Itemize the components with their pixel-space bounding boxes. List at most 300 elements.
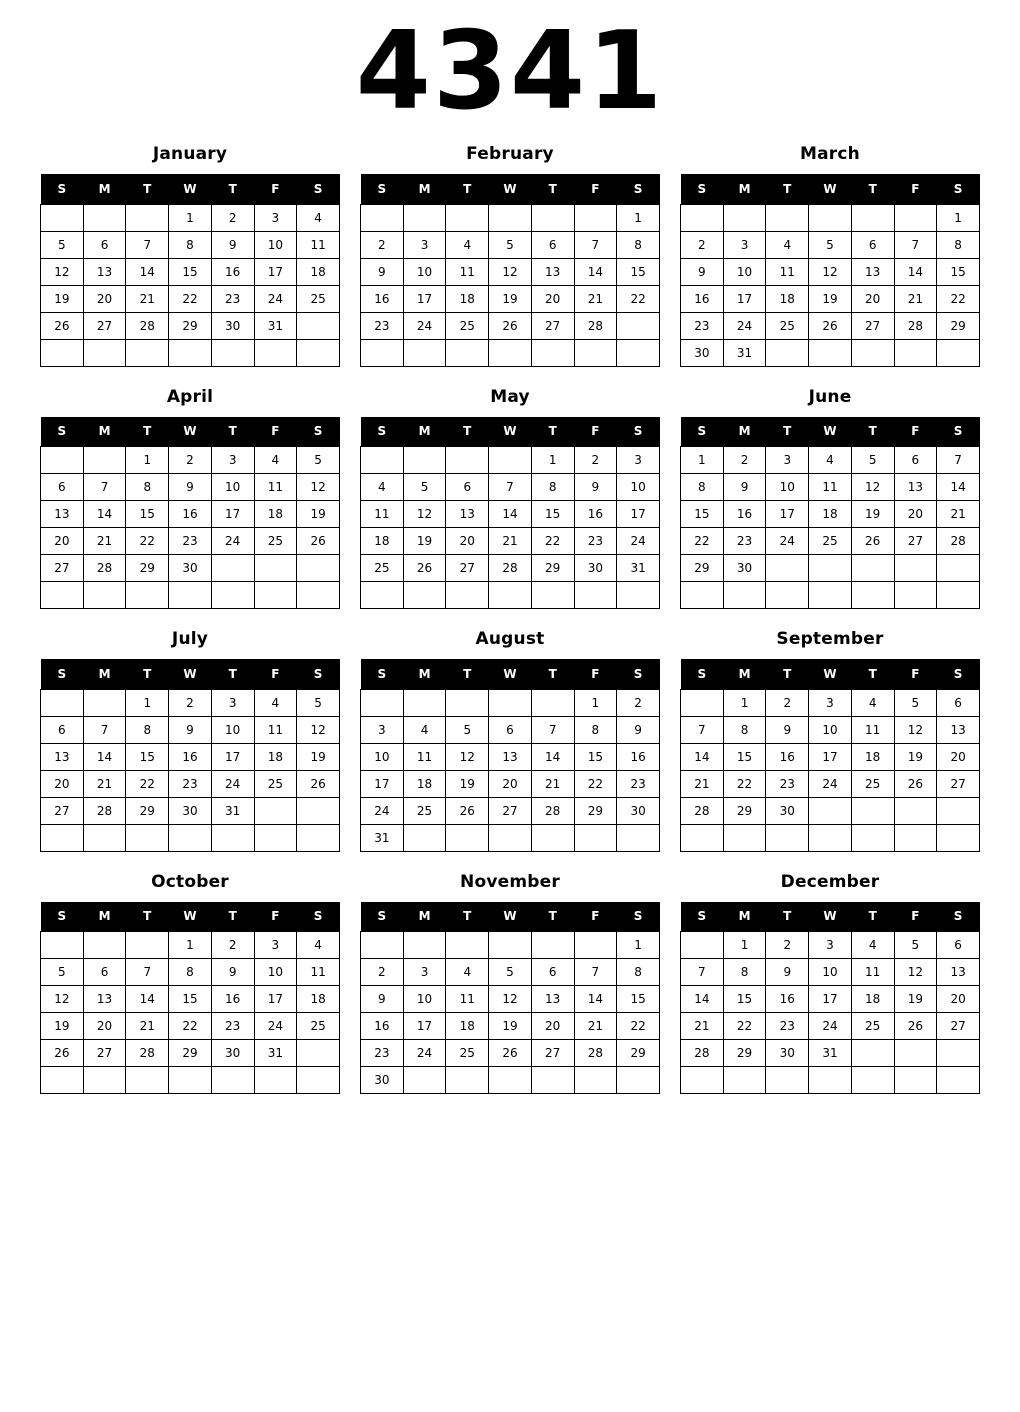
day-cell[interactable]: 25 [766,312,809,339]
day-cell[interactable]: 3 [809,689,852,716]
day-cell[interactable]: 21 [83,528,126,555]
day-cell[interactable]: 23 [211,1013,254,1040]
day-cell[interactable]: 4 [446,231,489,258]
day-cell[interactable]: 27 [41,797,84,824]
day-cell[interactable]: 9 [766,716,809,743]
day-cell[interactable]: 24 [809,770,852,797]
day-cell[interactable]: 6 [894,447,937,474]
day-cell[interactable]: 27 [489,797,532,824]
day-cell[interactable]: 11 [297,959,340,986]
day-cell[interactable]: 15 [531,501,574,528]
day-cell[interactable]: 3 [211,689,254,716]
day-cell[interactable]: 29 [681,555,724,582]
day-cell[interactable]: 15 [126,501,169,528]
day-cell[interactable]: 11 [254,716,297,743]
day-cell[interactable]: 16 [617,743,660,770]
day-cell[interactable]: 10 [403,986,446,1013]
day-cell[interactable]: 28 [574,1040,617,1067]
day-cell[interactable]: 6 [937,689,980,716]
day-cell[interactable]: 14 [681,986,724,1013]
day-cell[interactable]: 10 [254,231,297,258]
day-cell[interactable]: 28 [126,312,169,339]
day-cell[interactable]: 13 [83,986,126,1013]
day-cell[interactable]: 15 [617,258,660,285]
day-cell[interactable]: 8 [937,231,980,258]
day-cell[interactable]: 23 [723,528,766,555]
day-cell[interactable]: 28 [681,797,724,824]
day-cell[interactable]: 23 [681,312,724,339]
day-cell[interactable]: 18 [297,258,340,285]
day-cell[interactable]: 7 [83,474,126,501]
day-cell[interactable]: 14 [574,986,617,1013]
day-cell[interactable]: 31 [254,312,297,339]
day-cell[interactable]: 24 [723,312,766,339]
day-cell[interactable]: 14 [126,258,169,285]
day-cell[interactable]: 17 [809,743,852,770]
day-cell[interactable]: 8 [169,231,212,258]
day-cell[interactable]: 4 [809,447,852,474]
day-cell[interactable]: 3 [723,231,766,258]
day-cell[interactable]: 15 [169,258,212,285]
day-cell[interactable]: 16 [681,285,724,312]
day-cell[interactable]: 5 [41,959,84,986]
day-cell[interactable]: 17 [723,285,766,312]
day-cell[interactable]: 27 [937,1013,980,1040]
day-cell[interactable]: 14 [83,743,126,770]
day-cell[interactable]: 26 [894,1013,937,1040]
day-cell[interactable]: 21 [489,528,532,555]
day-cell[interactable]: 12 [851,474,894,501]
day-cell[interactable]: 14 [126,986,169,1013]
day-cell[interactable]: 17 [617,501,660,528]
day-cell[interactable]: 7 [83,716,126,743]
day-cell[interactable]: 30 [617,797,660,824]
day-cell[interactable]: 28 [894,312,937,339]
day-cell[interactable]: 23 [617,770,660,797]
day-cell[interactable]: 7 [681,716,724,743]
day-cell[interactable]: 25 [851,770,894,797]
day-cell[interactable]: 27 [83,312,126,339]
day-cell[interactable]: 12 [403,501,446,528]
day-cell[interactable]: 19 [894,986,937,1013]
day-cell[interactable]: 3 [617,447,660,474]
day-cell[interactable]: 9 [211,959,254,986]
day-cell[interactable]: 2 [617,689,660,716]
day-cell[interactable]: 20 [446,528,489,555]
day-cell[interactable]: 4 [766,231,809,258]
day-cell[interactable]: 9 [169,474,212,501]
day-cell[interactable]: 10 [766,474,809,501]
day-cell[interactable]: 18 [851,986,894,1013]
day-cell[interactable]: 5 [41,231,84,258]
day-cell[interactable]: 14 [489,501,532,528]
day-cell[interactable]: 4 [297,932,340,959]
day-cell[interactable]: 10 [361,743,404,770]
day-cell[interactable]: 16 [169,501,212,528]
day-cell[interactable]: 16 [723,501,766,528]
day-cell[interactable]: 30 [169,555,212,582]
day-cell[interactable]: 10 [809,959,852,986]
day-cell[interactable]: 25 [851,1013,894,1040]
day-cell[interactable]: 23 [361,1040,404,1067]
day-cell[interactable]: 7 [574,231,617,258]
day-cell[interactable]: 2 [681,231,724,258]
day-cell[interactable]: 21 [126,285,169,312]
day-cell[interactable]: 30 [169,797,212,824]
day-cell[interactable]: 11 [766,258,809,285]
day-cell[interactable]: 27 [894,528,937,555]
day-cell[interactable]: 5 [446,716,489,743]
day-cell[interactable]: 8 [617,231,660,258]
day-cell[interactable]: 8 [681,474,724,501]
day-cell[interactable]: 5 [489,959,532,986]
day-cell[interactable]: 21 [681,1013,724,1040]
day-cell[interactable]: 12 [894,716,937,743]
day-cell[interactable]: 12 [41,986,84,1013]
day-cell[interactable]: 24 [766,528,809,555]
day-cell[interactable]: 6 [937,932,980,959]
day-cell[interactable]: 5 [489,231,532,258]
day-cell[interactable]: 29 [723,797,766,824]
day-cell[interactable]: 11 [297,231,340,258]
day-cell[interactable]: 9 [723,474,766,501]
day-cell[interactable]: 27 [41,555,84,582]
day-cell[interactable]: 24 [403,312,446,339]
day-cell[interactable]: 12 [297,716,340,743]
day-cell[interactable]: 6 [83,231,126,258]
day-cell[interactable]: 26 [851,528,894,555]
day-cell[interactable]: 21 [574,285,617,312]
day-cell[interactable]: 10 [211,716,254,743]
day-cell[interactable]: 30 [211,1040,254,1067]
day-cell[interactable]: 15 [723,743,766,770]
day-cell[interactable]: 11 [446,986,489,1013]
day-cell[interactable]: 28 [83,797,126,824]
day-cell[interactable]: 13 [41,743,84,770]
day-cell[interactable]: 30 [766,797,809,824]
day-cell[interactable]: 21 [681,770,724,797]
day-cell[interactable]: 13 [937,959,980,986]
day-cell[interactable]: 13 [489,743,532,770]
day-cell[interactable]: 12 [41,258,84,285]
day-cell[interactable]: 30 [766,1040,809,1067]
day-cell[interactable]: 22 [531,528,574,555]
day-cell[interactable]: 26 [41,312,84,339]
day-cell[interactable]: 27 [446,555,489,582]
day-cell[interactable]: 3 [809,932,852,959]
day-cell[interactable]: 8 [723,716,766,743]
day-cell[interactable]: 2 [211,932,254,959]
day-cell[interactable]: 16 [211,986,254,1013]
day-cell[interactable]: 20 [41,528,84,555]
day-cell[interactable]: 21 [531,770,574,797]
day-cell[interactable]: 18 [403,770,446,797]
day-cell[interactable]: 24 [211,770,254,797]
day-cell[interactable]: 1 [169,204,212,231]
day-cell[interactable]: 29 [617,1040,660,1067]
day-cell[interactable]: 13 [446,501,489,528]
day-cell[interactable]: 23 [169,528,212,555]
day-cell[interactable]: 26 [809,312,852,339]
day-cell[interactable]: 24 [254,285,297,312]
day-cell[interactable]: 22 [681,528,724,555]
day-cell[interactable]: 22 [617,285,660,312]
day-cell[interactable]: 13 [937,716,980,743]
day-cell[interactable]: 17 [809,986,852,1013]
day-cell[interactable]: 23 [766,770,809,797]
day-cell[interactable]: 23 [211,285,254,312]
day-cell[interactable]: 1 [937,204,980,231]
day-cell[interactable]: 15 [681,501,724,528]
day-cell[interactable]: 2 [169,447,212,474]
day-cell[interactable]: 26 [489,1040,532,1067]
day-cell[interactable]: 13 [894,474,937,501]
day-cell[interactable]: 12 [489,258,532,285]
day-cell[interactable]: 10 [254,959,297,986]
day-cell[interactable]: 26 [894,770,937,797]
day-cell[interactable]: 6 [851,231,894,258]
day-cell[interactable]: 2 [766,689,809,716]
day-cell[interactable]: 9 [574,474,617,501]
day-cell[interactable]: 30 [574,555,617,582]
day-cell[interactable]: 8 [531,474,574,501]
day-cell[interactable]: 19 [41,1013,84,1040]
day-cell[interactable]: 16 [766,743,809,770]
day-cell[interactable]: 26 [297,770,340,797]
day-cell[interactable]: 1 [574,689,617,716]
day-cell[interactable]: 22 [169,285,212,312]
day-cell[interactable]: 8 [617,959,660,986]
day-cell[interactable]: 18 [851,743,894,770]
day-cell[interactable]: 30 [723,555,766,582]
day-cell[interactable]: 3 [211,447,254,474]
day-cell[interactable]: 29 [723,1040,766,1067]
day-cell[interactable]: 10 [809,716,852,743]
day-cell[interactable]: 11 [851,959,894,986]
day-cell[interactable]: 27 [851,312,894,339]
day-cell[interactable]: 8 [574,716,617,743]
day-cell[interactable]: 2 [574,447,617,474]
day-cell[interactable]: 31 [211,797,254,824]
day-cell[interactable]: 11 [446,258,489,285]
day-cell[interactable]: 12 [809,258,852,285]
day-cell[interactable]: 18 [766,285,809,312]
day-cell[interactable]: 29 [937,312,980,339]
day-cell[interactable]: 22 [723,770,766,797]
day-cell[interactable]: 7 [531,716,574,743]
day-cell[interactable]: 15 [574,743,617,770]
day-cell[interactable]: 11 [361,501,404,528]
day-cell[interactable]: 28 [937,528,980,555]
day-cell[interactable]: 3 [766,447,809,474]
day-cell[interactable]: 12 [894,959,937,986]
day-cell[interactable]: 25 [446,312,489,339]
day-cell[interactable]: 11 [809,474,852,501]
day-cell[interactable]: 19 [297,743,340,770]
day-cell[interactable]: 8 [126,716,169,743]
day-cell[interactable]: 9 [766,959,809,986]
day-cell[interactable]: 1 [723,932,766,959]
day-cell[interactable]: 27 [531,1040,574,1067]
day-cell[interactable]: 4 [297,204,340,231]
day-cell[interactable]: 9 [361,986,404,1013]
day-cell[interactable]: 1 [681,447,724,474]
day-cell[interactable]: 4 [361,474,404,501]
day-cell[interactable]: 29 [531,555,574,582]
day-cell[interactable]: 8 [126,474,169,501]
day-cell[interactable]: 15 [937,258,980,285]
day-cell[interactable]: 6 [83,959,126,986]
day-cell[interactable]: 14 [937,474,980,501]
day-cell[interactable]: 28 [681,1040,724,1067]
day-cell[interactable]: 23 [361,312,404,339]
day-cell[interactable]: 25 [403,797,446,824]
day-cell[interactable]: 6 [531,231,574,258]
day-cell[interactable]: 2 [361,959,404,986]
day-cell[interactable]: 23 [169,770,212,797]
day-cell[interactable]: 22 [126,528,169,555]
day-cell[interactable]: 24 [809,1013,852,1040]
day-cell[interactable]: 15 [126,743,169,770]
day-cell[interactable]: 22 [617,1013,660,1040]
day-cell[interactable]: 7 [489,474,532,501]
day-cell[interactable]: 25 [254,770,297,797]
day-cell[interactable]: 17 [403,285,446,312]
day-cell[interactable]: 7 [126,231,169,258]
day-cell[interactable]: 25 [297,285,340,312]
day-cell[interactable]: 16 [169,743,212,770]
day-cell[interactable]: 1 [126,689,169,716]
day-cell[interactable]: 18 [446,1013,489,1040]
day-cell[interactable]: 1 [531,447,574,474]
day-cell[interactable]: 2 [361,231,404,258]
day-cell[interactable]: 7 [937,447,980,474]
day-cell[interactable]: 20 [937,986,980,1013]
day-cell[interactable]: 22 [937,285,980,312]
day-cell[interactable]: 2 [766,932,809,959]
day-cell[interactable]: 10 [403,258,446,285]
day-cell[interactable]: 30 [211,312,254,339]
day-cell[interactable]: 6 [41,716,84,743]
day-cell[interactable]: 17 [211,501,254,528]
day-cell[interactable]: 22 [723,1013,766,1040]
day-cell[interactable]: 6 [446,474,489,501]
day-cell[interactable]: 27 [531,312,574,339]
day-cell[interactable]: 29 [169,1040,212,1067]
day-cell[interactable]: 5 [809,231,852,258]
day-cell[interactable]: 16 [766,986,809,1013]
day-cell[interactable]: 14 [681,743,724,770]
day-cell[interactable]: 25 [297,1013,340,1040]
day-cell[interactable]: 17 [254,258,297,285]
day-cell[interactable]: 3 [403,959,446,986]
day-cell[interactable]: 29 [169,312,212,339]
day-cell[interactable]: 12 [489,986,532,1013]
day-cell[interactable]: 26 [446,797,489,824]
day-cell[interactable]: 20 [83,1013,126,1040]
day-cell[interactable]: 21 [574,1013,617,1040]
day-cell[interactable]: 28 [489,555,532,582]
day-cell[interactable]: 16 [574,501,617,528]
day-cell[interactable]: 9 [211,231,254,258]
day-cell[interactable]: 19 [489,285,532,312]
day-cell[interactable]: 26 [41,1040,84,1067]
day-cell[interactable]: 6 [531,959,574,986]
day-cell[interactable]: 10 [723,258,766,285]
day-cell[interactable]: 4 [403,716,446,743]
day-cell[interactable]: 19 [489,1013,532,1040]
day-cell[interactable]: 13 [83,258,126,285]
day-cell[interactable]: 4 [851,932,894,959]
day-cell[interactable]: 1 [169,932,212,959]
day-cell[interactable]: 26 [297,528,340,555]
day-cell[interactable]: 3 [403,231,446,258]
day-cell[interactable]: 4 [446,959,489,986]
day-cell[interactable]: 26 [403,555,446,582]
day-cell[interactable]: 18 [809,501,852,528]
day-cell[interactable]: 21 [937,501,980,528]
day-cell[interactable]: 7 [126,959,169,986]
day-cell[interactable]: 31 [723,339,766,366]
day-cell[interactable]: 23 [766,1013,809,1040]
day-cell[interactable]: 4 [851,689,894,716]
day-cell[interactable]: 1 [723,689,766,716]
day-cell[interactable]: 18 [254,743,297,770]
day-cell[interactable]: 25 [361,555,404,582]
day-cell[interactable]: 17 [766,501,809,528]
day-cell[interactable]: 29 [126,797,169,824]
day-cell[interactable]: 2 [723,447,766,474]
day-cell[interactable]: 13 [531,986,574,1013]
day-cell[interactable]: 5 [403,474,446,501]
day-cell[interactable]: 14 [83,501,126,528]
day-cell[interactable]: 20 [41,770,84,797]
day-cell[interactable]: 8 [723,959,766,986]
day-cell[interactable]: 18 [446,285,489,312]
day-cell[interactable]: 15 [617,986,660,1013]
day-cell[interactable]: 4 [254,689,297,716]
day-cell[interactable]: 23 [574,528,617,555]
day-cell[interactable]: 16 [361,285,404,312]
day-cell[interactable]: 3 [361,716,404,743]
day-cell[interactable]: 12 [297,474,340,501]
day-cell[interactable]: 14 [894,258,937,285]
day-cell[interactable]: 16 [361,1013,404,1040]
day-cell[interactable]: 28 [83,555,126,582]
day-cell[interactable]: 10 [211,474,254,501]
day-cell[interactable]: 19 [403,528,446,555]
day-cell[interactable]: 13 [851,258,894,285]
day-cell[interactable]: 17 [211,743,254,770]
day-cell[interactable]: 11 [403,743,446,770]
day-cell[interactable]: 5 [894,932,937,959]
day-cell[interactable]: 22 [169,1013,212,1040]
day-cell[interactable]: 18 [254,501,297,528]
day-cell[interactable]: 21 [83,770,126,797]
day-cell[interactable]: 25 [446,1040,489,1067]
day-cell[interactable]: 30 [361,1067,404,1094]
day-cell[interactable]: 8 [169,959,212,986]
day-cell[interactable]: 15 [169,986,212,1013]
day-cell[interactable]: 17 [254,986,297,1013]
day-cell[interactable]: 1 [617,932,660,959]
day-cell[interactable]: 12 [446,743,489,770]
day-cell[interactable]: 31 [254,1040,297,1067]
day-cell[interactable]: 26 [489,312,532,339]
day-cell[interactable]: 20 [851,285,894,312]
day-cell[interactable]: 9 [681,258,724,285]
day-cell[interactable]: 14 [574,258,617,285]
